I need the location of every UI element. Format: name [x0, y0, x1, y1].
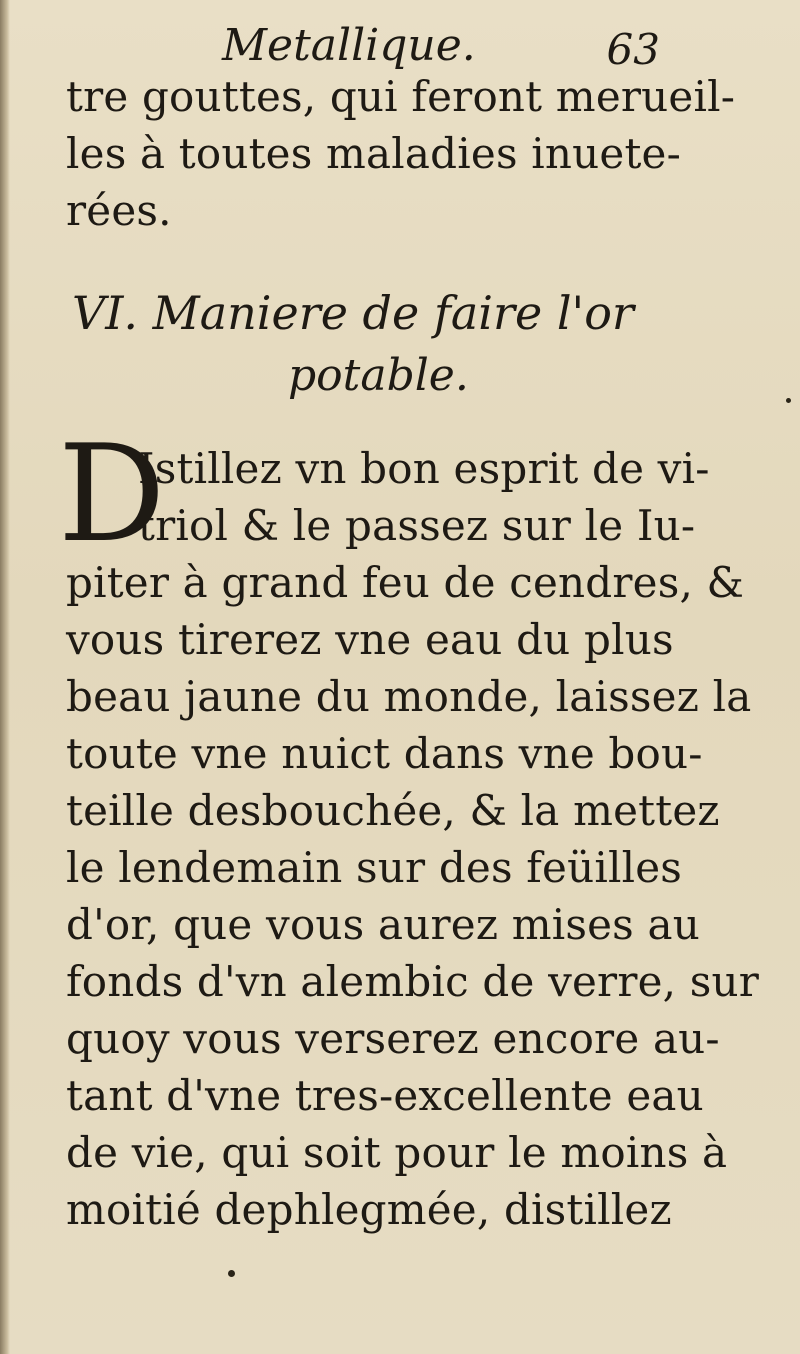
text-line: le lendemain sur des feüilles [66, 843, 683, 892]
text-line: de vie, qui soit pour le moins à [66, 1128, 728, 1177]
text-line: d'or, que vous aurez mises au [66, 900, 700, 949]
ink-speck [228, 1270, 235, 1277]
text-line: teille desbouchée, & la mettez [66, 786, 720, 835]
text-line: fonds d'vn alembic de verre, sur [66, 957, 760, 1006]
drop-cap-initial: D [58, 416, 166, 572]
running-title: Metallique. [222, 20, 476, 71]
section-heading: VI. Maniere de faire l'or [72, 286, 634, 340]
book-spine-shadow [0, 0, 10, 1354]
section-subheading: potable. [288, 350, 469, 401]
ink-speck [786, 398, 791, 403]
top-paragraph [66, 68, 736, 239]
text-line: les à toutes maladies inuete- [66, 129, 681, 178]
text-line: toute vne nuict dans vne bou- [66, 729, 703, 778]
text-line: Istillez vn bon esprit de vi- [138, 444, 710, 493]
text-line: vous tirerez vne eau du plus [66, 615, 674, 664]
text-line: moitié dephlegmée, distillez [66, 1185, 672, 1234]
page-number: 63 [606, 25, 660, 74]
text-line: tre gouttes, qui feront merueil- [66, 72, 736, 121]
text-line: quoy vous verserez encore au- [66, 1014, 720, 1063]
body-paragraph [66, 554, 760, 1238]
text-line: triol & le passez sur le Iu- [138, 501, 696, 550]
text-line: piter à grand feu de cendres, & [66, 558, 745, 607]
text-line: tant d'vne tres-excellente eau [66, 1071, 704, 1120]
text-line: rées. [66, 186, 172, 235]
text-line: beau jaune du monde, laissez la [66, 672, 752, 721]
indented-lines [138, 440, 710, 554]
